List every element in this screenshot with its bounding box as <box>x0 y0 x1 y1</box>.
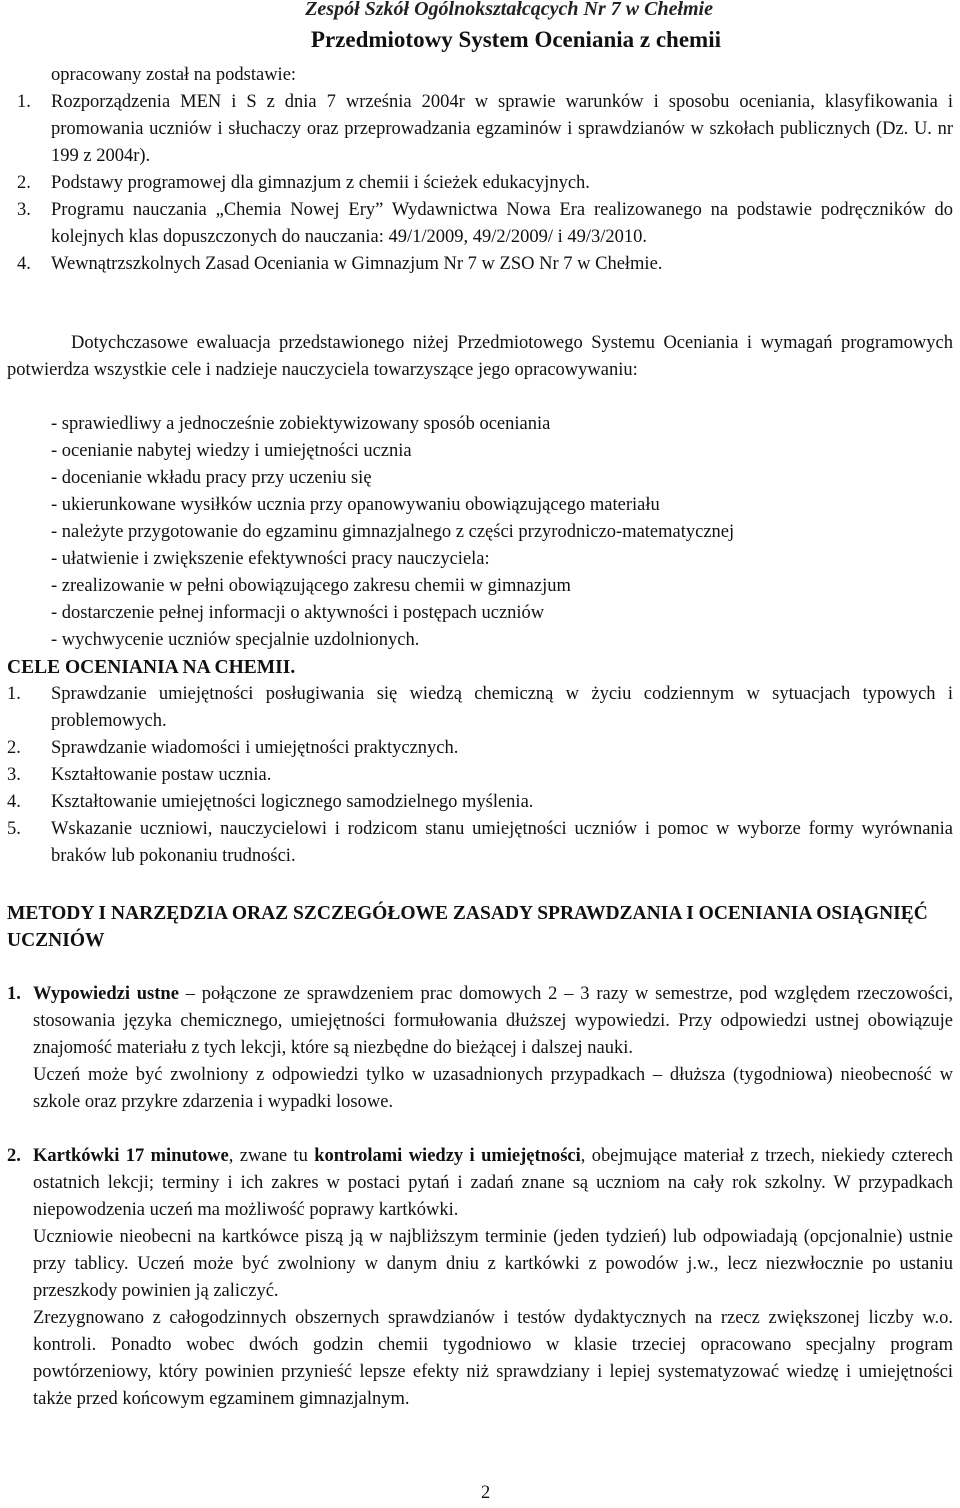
list-item: - ułatwienie i zwiększenie efektywności pracy nauczyciela: <box>51 549 490 569</box>
list-item: 1. Rozporządzenia MEN i S z dnia 7 września 2004r w sprawie warunków i sposobu oceniania, klasyfikowania i promowania uczniów i słuchaczy oraz przeprowadzania egzaminów i sprawdzianów w szkołach publicznych (Dz. U. nr 199 z 2004r). <box>17 92 953 166</box>
list-item-text: Podstawy programowej dla gimnazjum z chemii i ścieżek edukacyjnych. <box>51 173 590 193</box>
method-item-quiz: 2. Kartkówki 17 minutowe, zwane tu kontrolami wiedzy i umiejętności, obejmujące materiał z trzech, niekiedy czterech ostatnich lekcji; terminy i ich zakres w postaci pytań i zadań znane są uczniom na cały rok szkolny. W przypadkach niepowodzenia uczeń ma możliwość poprawy kartkówki. Uczniowie nieobecni na kartkówce piszą ją w najbliższym terminie (jeden tydzień) lub odpowiadają (opcjonalnie) ustnie przy tablicy. Uczeń może być zwolniony w danym dniu z kartkówki z powodów j.w., lecz niezwłocznie po ustaniu przeszkody powinien ją zaliczyć. Zrezygnowano z całogodzinnych obszernych sprawdzianów i testów dydaktycznych na rzecz zwiększonej liczby w.o. kontroli. Ponadto wobec dwóch godzin chemii tygodniowo w klasie trzeciej opracowano specjalny program powtórzeniowy, który powinien przynieść lepsze efekty niż sprawdziany i lepiej systematyzować wiedzę i umiejętności także przed końcowym egzaminem gimnazjalnym. <box>7 1146 953 1409</box>
list-item: - ocenianie nabytej wiedzy i umiejętności ucznia <box>51 441 412 461</box>
method-title: Kartkówki 17 minutowe <box>33 1146 229 1166</box>
list-item: 2. Sprawdzanie wiadomości i umiejętności praktycznych. <box>7 738 459 758</box>
evaluation-paragraph: Dotychczasowe ewaluacja przedstawionego niżej Przedmiotowego Systemu Oceniania i wymagań programowych potwierdza wszystkie cele i nadzieje nauczyciela towarzyszące jego opracowywaniu: <box>7 333 953 380</box>
list-item-text: Rozporządzenia MEN i S z dnia 7 września 2004r w sprawie warunków i sposobu oceniania, klasyfikowania i promowania uczniów i słuchaczy oraz przeprowadzania egzaminów i sprawdzianów w szkołach publicznych (Dz. U. nr 199 z 2004r). <box>51 92 953 166</box>
list-item-text: Wewnątrzszkolnych Zasad Oceniania w Gimnazjum Nr 7 w ZSO Nr 7 w Chełmie. <box>51 254 663 274</box>
list-item: - sprawiedliwy a jednocześnie zobiektywizowany sposób oceniania <box>51 414 551 434</box>
basis-list <box>7 89 953 278</box>
section-heading-cele: CELE OCENIANIA NA CHEMII. <box>7 657 296 678</box>
list-item: 3. Kształtowanie postaw ucznia. <box>7 765 272 785</box>
list-item: - dostarczenie pełnej informacji o aktywności i postępach uczniów <box>51 603 545 623</box>
list-item: 1. Sprawdzanie umiejętności posługiwania się wiedzą chemiczną w życiu codziennym w sytuacjach typowych i problemowych. <box>7 684 953 731</box>
list-item: 4. Kształtowanie umiejętności logicznego samodzielnego myślenia. <box>7 792 534 812</box>
section-heading-metody: METODY I NARZĘDZIA ORAZ SZCZEGÓŁOWE ZASADY SPRAWDZANIA I OCENIANIA OSIĄGNIĘĆ UCZNIÓW <box>7 903 928 951</box>
intro-line: opracowany został na podstawie: <box>51 65 297 85</box>
list-item: 2. Podstawy programowej dla gimnazjum z chemii i ścieżek edukacyjnych. <box>17 173 590 193</box>
method-emphasis: kontrolami wiedzy i umiejętności <box>314 1146 581 1166</box>
school-name: Zespół Szkół Ogólnokształcących Nr 7 w Chełmie <box>305 0 713 20</box>
list-item: - ukierunkowane wysiłków ucznia przy opanowywaniu obowiązującego materiału <box>51 495 660 515</box>
method-item-oral: 1. Wypowiedzi ustne – połączone ze sprawdzeniem prac domowych 2 – 3 razy w semestrze, pod względem rzeczowości, stosowania języka chemicznego, umiejętności formułowania dłuższej wypowiedzi. Przy odpowiedzi ustnej obowiązuje znajomość materiału z tych lekcji, które są niezbędne do bieżącej i dalszej nauki. Uczeń może być zwolniony z odpowiedzi tylko w uzasadnionych przypadkach – dłuższa (tygodniowa) nieobecność w szkole oraz przykre zdarzenia i wypadki losowe. <box>7 984 953 1112</box>
list-item: - należyte przygotowanie do egzaminu gimnazjalnego z części przyrodniczo-matematycznej <box>51 522 735 542</box>
method-title: Wypowiedzi ustne <box>33 984 179 1004</box>
list-item: - docenianie wkładu pracy przy uczeniu się <box>51 468 372 488</box>
cele-list <box>7 681 953 870</box>
list-item: 5. Wskazanie uczniowi, nauczycielowi i rodzicom stanu umiejętności uczniów i pomoc w wyborze formy wyrównania braków lub pokonaniu trudności. <box>7 819 953 866</box>
list-item-text: Programu nauczania „Chemia Nowej Ery” Wydawnictwa Nowa Era realizowanego na podstawie podręczników do kolejnych klas dopuszczonych do nauczania: 49/1/2009, 49/2/2009/ i 49/3/2010. <box>51 200 953 247</box>
list-item: 4. Wewnątrzszkolnych Zasad Oceniania w Gimnazjum Nr 7 w ZSO Nr 7 w Chełmie. <box>17 254 663 274</box>
list-item: 3. Programu nauczania „Chemia Nowej Ery” Wydawnictwa Nowa Era realizowanego na podstawie podręczników do kolejnych klas dopuszczonych do nauczania: 49/1/2009, 49/2/2009/ i 49/3/2010. <box>17 200 953 247</box>
list-item: - zrealizowanie w pełni obowiązującego zakresu chemii w gimnazjum <box>51 576 571 596</box>
page-number: 2 <box>481 1483 491 1503</box>
document-title: Przedmiotowy System Oceniania z chemii <box>310 27 721 52</box>
list-item: - wychwycenie uczniów specjalnie uzdolnionych. <box>51 630 420 650</box>
